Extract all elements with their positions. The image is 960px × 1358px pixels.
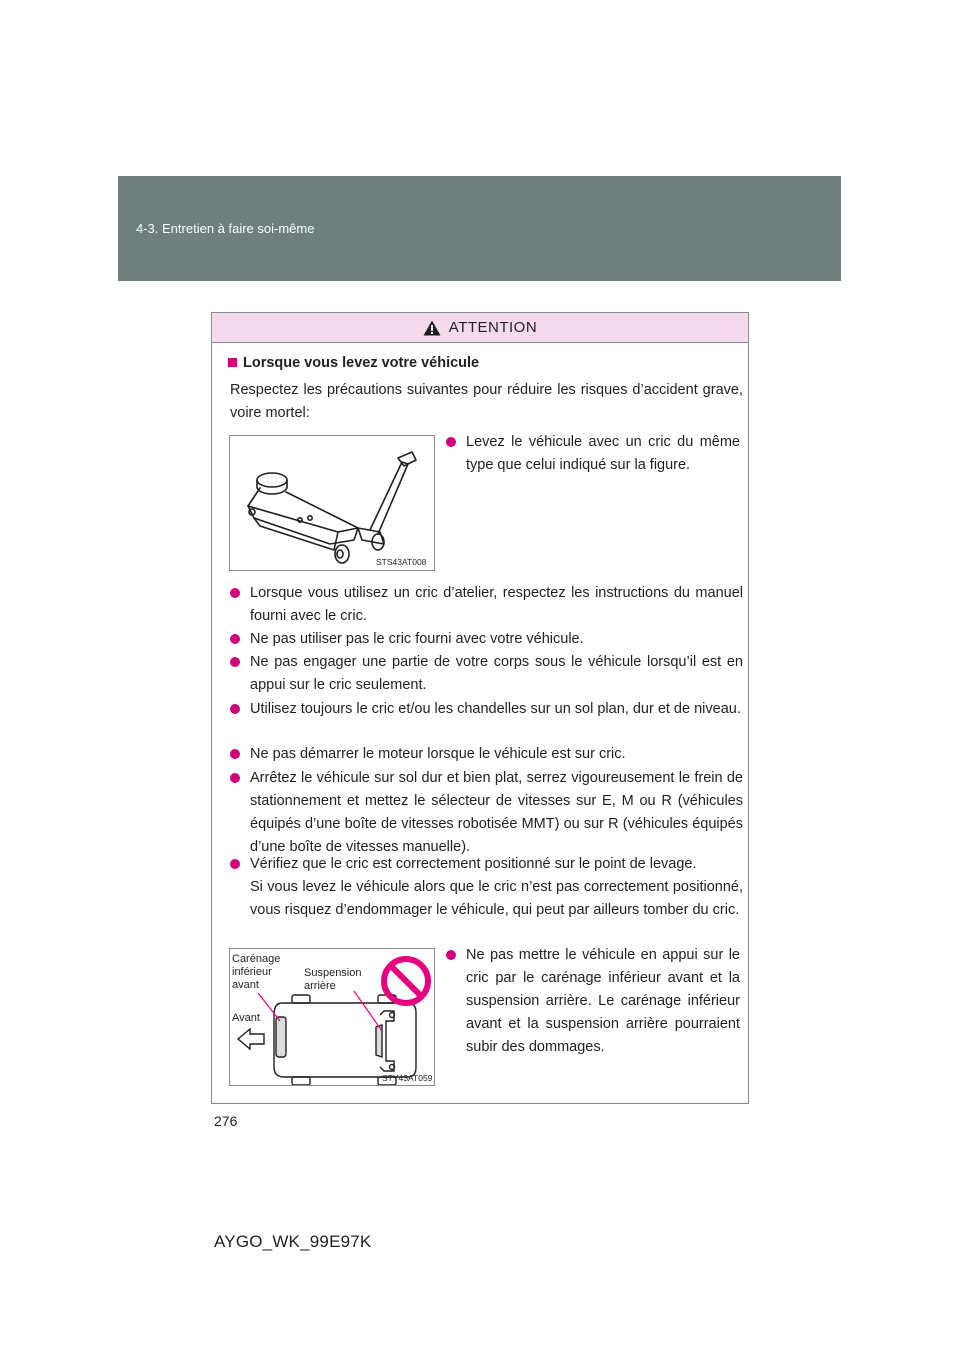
figure-code: STS43AT008 <box>376 557 427 567</box>
warning-triangle-icon <box>423 320 441 336</box>
bullet-item: Ne pas démarrer le moteur lorsque le véhicule est sur cric. <box>230 743 743 766</box>
warning-header <box>212 313 748 343</box>
label-front-underbody-cover: Carénage inférieur avant <box>232 953 281 991</box>
bullet-item: Ne pas engager une partie de votre corps sous le véhicule lorsqu’il est en appui sur le cric seulement. <box>230 651 743 697</box>
page-number: 276 <box>214 1113 238 1129</box>
bullet-item: Levez le véhicule avec un cric du même type que celui indiqué sur la figure. <box>446 431 740 477</box>
figure-floor-jack <box>229 435 435 571</box>
figure-underbody <box>229 948 435 1086</box>
bullet-item: Lorsque vous utilisez un cric d’atelier, respectez les instructions du manuel fourni avec le cric. <box>230 582 743 628</box>
bullet-item: Ne pas mettre le véhicule en appui sur le cric par le carénage inférieur avant et la suspension arrière. Le carénage inférieur avant et la suspension arrière pourraient subir des dommages. <box>446 944 740 1059</box>
floor-jack-illustration <box>230 436 434 570</box>
bullet-item: Ne pas utiliser pas le cric fourni avec votre véhicule. <box>230 628 743 651</box>
bullet-item: Utilisez toujours le cric et/ou les chandelles sur un sol plan, dur et de niveau. <box>230 698 743 721</box>
bullet-item: Vérifiez que le cric est correctement positionné sur le point de levage. Si vous levez le véhicule alors que le cric n’est pas correctement positionné, vous risquez d’endommager le véhicule, qui peut par ailleurs tomber du cric. <box>230 853 743 922</box>
prohibition-icon <box>380 955 432 1007</box>
bullet-continuation: Si vous levez le véhicule alors que le cric n’est pas correctement positionné, vous risquez d’endommager le véhicule, qui peut par ailleurs tomber du cric. <box>250 879 743 918</box>
section-title: 4-3. Entretien à faire soi-même <box>136 221 315 236</box>
warning-box <box>211 312 749 1104</box>
warning-title: ATTENTION <box>448 319 538 336</box>
square-bullet-icon <box>228 358 237 367</box>
label-rear-suspension: Suspension arrière <box>304 967 362 992</box>
document-code: AYGO_WK_99E97K <box>214 1232 372 1251</box>
intro-text: Respectez les précautions suivantes pour réduire les risques d’accident grave, voire mortel: <box>230 382 743 421</box>
label-front: Avant <box>232 1012 260 1024</box>
bullet-item: Arrêtez le véhicule sur sol dur et bien plat, serrez vigoureusement le frein de stationnement et mettez le sélecteur de vitesses sur E, M ou R (véhicules équipés d’une boîte de vitesses robotisée MMT) ou sur R (véhicules équipés d’une boîte de vitesses manuelle). <box>230 767 743 859</box>
figure-code: STY43AT059 <box>382 1073 433 1083</box>
subsection-title: Lorsque vous levez votre véhicule <box>228 352 479 375</box>
